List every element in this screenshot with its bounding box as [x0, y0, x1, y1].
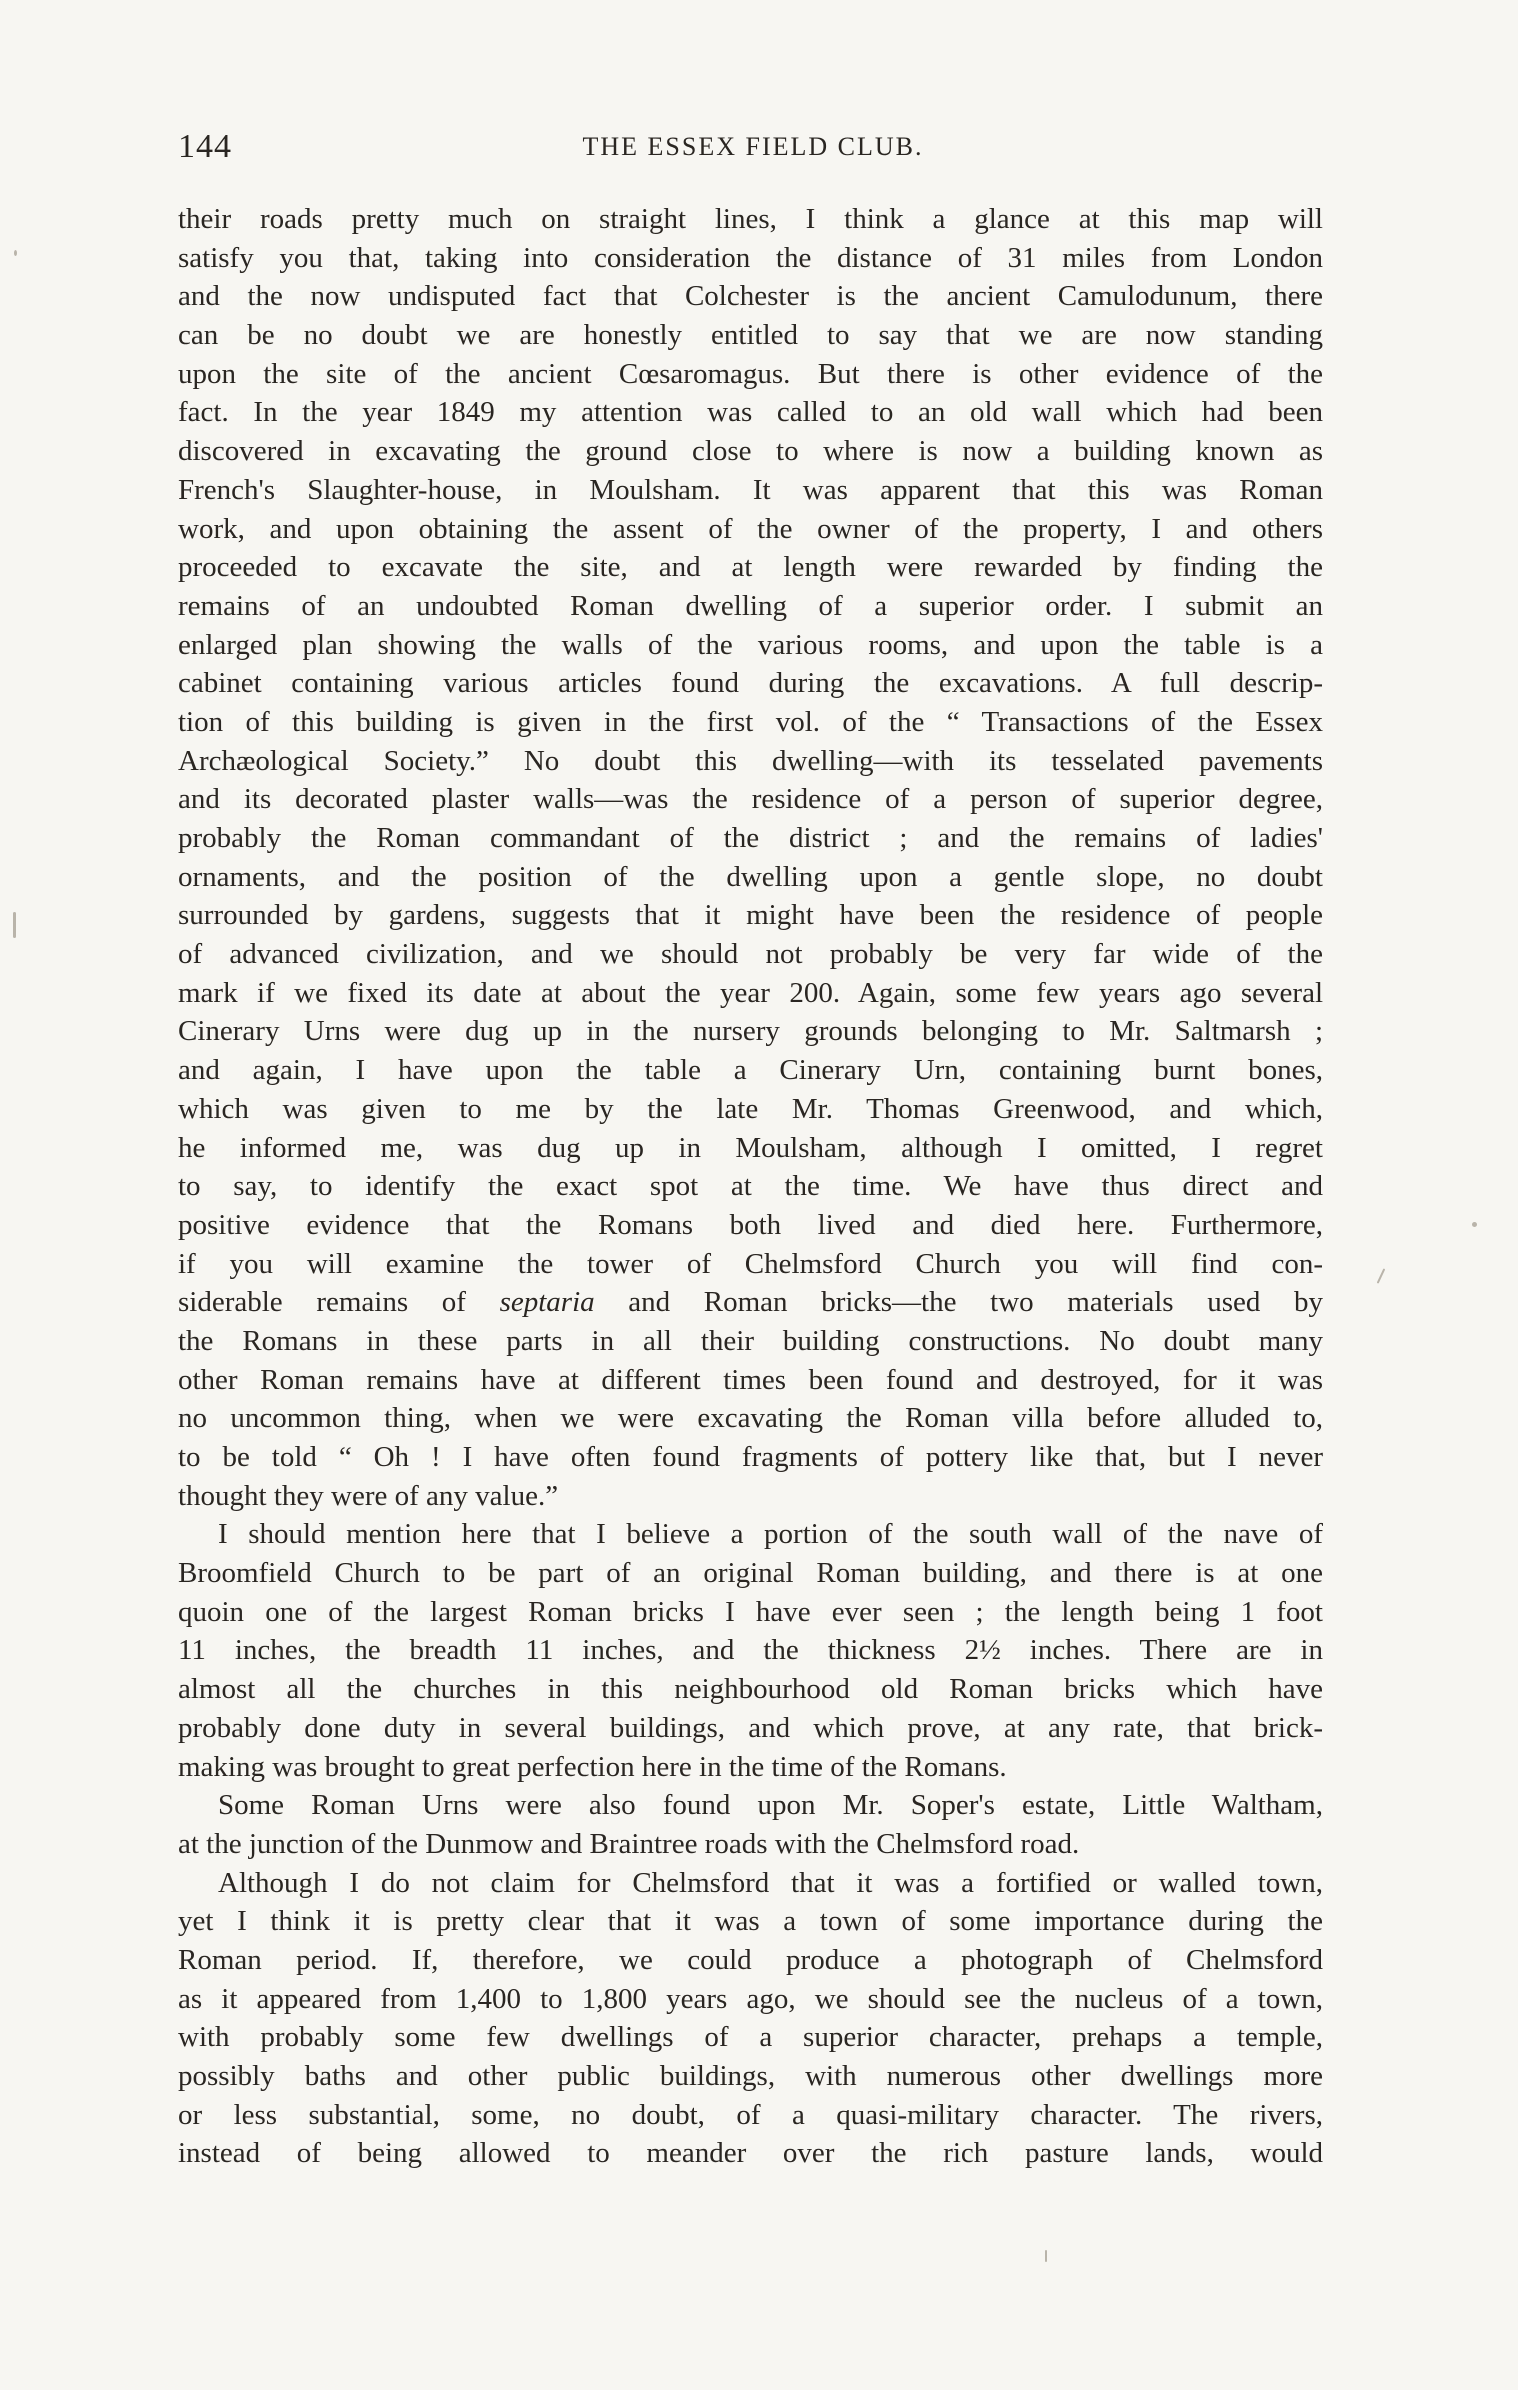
text-line: surrounded by gardens, suggests that it might have been the residence of people [178, 899, 1323, 932]
text-line: he informed me, was dug up in Moulsham, although I omitted, I regret [178, 1131, 1323, 1164]
text-line: can be no doubt we are honestly entitled to say that we are now standing [178, 319, 1323, 352]
text-line: of advanced civilization, and we should not probably be very far wide of the [178, 938, 1323, 971]
text-line: possibly baths and other public buildings, with numerous other dwellings more [178, 2060, 1323, 2092]
text-line: I should mention here that I believe a portion of the south wall of the nave of [218, 1518, 1323, 1551]
text-line: probably the Roman commandant of the district ; and the remains of ladies' [178, 822, 1323, 854]
page-number: 144 [178, 128, 232, 165]
text-line: at the junction of the Dunmow and Braintree roads with the Chelmsford road. [178, 1827, 1080, 1860]
text-line: satisfy you that, taking into consideration the distance of 31 miles from London [178, 241, 1323, 274]
text-line: thought they were of any value.” [178, 1479, 559, 1512]
text-line [178, 1283, 1323, 1322]
scan-speck [13, 912, 16, 938]
text-line: to be told “ Oh ! I have often found fragments of pottery like that, but I never [178, 1441, 1323, 1473]
text-line: Roman period. If, therefore, we could produce a photograph of Chelmsford [178, 1943, 1323, 1976]
text-line: upon the site of the ancient Cœsaromagus. But there is other evidence of the [178, 357, 1323, 390]
text-line: Archæological Society.” No doubt this dwelling—with its tesselated pavements [178, 744, 1323, 777]
text-line: quoin one of the largest Roman bricks I have ever seen ; the length being 1 foot [178, 1595, 1323, 1628]
text-line: if you will examine the tower of Chelmsford Church you will find con- [178, 1247, 1323, 1280]
scan-speck [1377, 1268, 1386, 1283]
text-line: probably done duty in several buildings, and which prove, at any rate, that brick- [178, 1711, 1323, 1744]
text-line: Broomfield Church to be part of an original Roman building, and there is at one [178, 1557, 1323, 1590]
text-line: their roads pretty much on straight lines, I think a glance at this map will [178, 203, 1323, 235]
text-line: almost all the churches in this neighbourhood old Roman bricks which have [178, 1673, 1323, 1706]
text-segment: and Roman bricks—the two materials used by [594, 1286, 1323, 1319]
text-line: 11 inches, the breadth 11 inches, and the thickness 2½ inches. There are in [178, 1634, 1323, 1667]
text-line: Cinerary Urns were dug up in the nursery grounds belonging to Mr. Saltmarsh ; [178, 1015, 1323, 1048]
scan-speck [14, 250, 17, 256]
italic-term: septaria [499, 1286, 595, 1319]
text-line: and its decorated plaster walls—was the residence of a person of superior degree, [178, 783, 1323, 816]
text-line: and the now undisputed fact that Colchester is the ancient Camulodunum, there [178, 280, 1323, 313]
text-line: instead of being allowed to meander over the rich pasture lands, would [178, 2137, 1323, 2170]
scan-speck [1045, 2250, 1047, 2262]
text-line: ornaments, and the position of the dwelling upon a gentle slope, no doubt [178, 860, 1323, 893]
text-line: discovered in excavating the ground close to where is now a building known as [178, 435, 1323, 468]
text-line: remains of an undoubted Roman dwelling of a superior order. I submit an [178, 589, 1323, 622]
text-line: Although I do not claim for Chelmsford that it was a fortified or walled town, [218, 1866, 1323, 1899]
text-line: making was brought to great perfection here in the time of the Romans. [178, 1750, 1007, 1783]
text-line: or less substantial, some, no doubt, of a quasi-military character. The rivers, [178, 2098, 1323, 2131]
text-line: French's Slaughter-house, in Moulsham. It was apparent that this was Roman [178, 473, 1323, 506]
text-line: as it appeared from 1,400 to 1,800 years ago, we should see the nucleus of a town, [178, 1982, 1323, 2015]
text-line: yet I think it is pretty clear that it was a town of some importance during the [178, 1905, 1323, 1938]
running-head [178, 128, 1328, 172]
text-line: mark if we fixed its date at about the year 200. Again, some few years ago several [178, 976, 1323, 1009]
text-line: to say, to identify the exact spot at the time. We have thus direct and [178, 1170, 1323, 1203]
text-line: with probably some few dwellings of a superior character, prehaps a temple, [178, 2021, 1323, 2054]
body-text [178, 200, 1323, 2173]
text-line: and again, I have upon the table a Cinerary Urn, containing burnt bones, [178, 1054, 1323, 1087]
text-line: the Romans in these parts in all their building constructions. No doubt many [178, 1324, 1323, 1357]
text-line: work, and upon obtaining the assent of the owner of the property, I and others [178, 512, 1323, 545]
text-line: Some Roman Urns were also found upon Mr. Soper's estate, Little Waltham, [218, 1789, 1323, 1822]
text-line: enlarged plan showing the walls of the various rooms, and upon the table is a [178, 628, 1323, 661]
text-line: no uncommon thing, when we were excavating the Roman villa before alluded to, [178, 1402, 1323, 1435]
text-line: which was given to me by the late Mr. Thomas Greenwood, and which, [178, 1092, 1323, 1125]
scan-speck [1472, 1222, 1477, 1227]
text-line: cabinet containing various articles found during the excavations. A full descrip- [178, 667, 1323, 700]
text-segment: siderable remains of [178, 1286, 500, 1319]
journal-title: THE ESSEX FIELD CLUB. [582, 132, 924, 161]
text-line: tion of this building is given in the first vol. of the “ Transactions of the Essex [178, 705, 1323, 738]
text-line: fact. In the year 1849 my attention was called to an old wall which had been [178, 396, 1323, 429]
text-line: other Roman remains have at different times been found and destroyed, for it was [178, 1363, 1323, 1396]
text-line: proceeded to excavate the site, and at length were rewarded by finding the [178, 551, 1323, 584]
text-line: positive evidence that the Romans both lived and died here. Furthermore, [178, 1208, 1323, 1241]
